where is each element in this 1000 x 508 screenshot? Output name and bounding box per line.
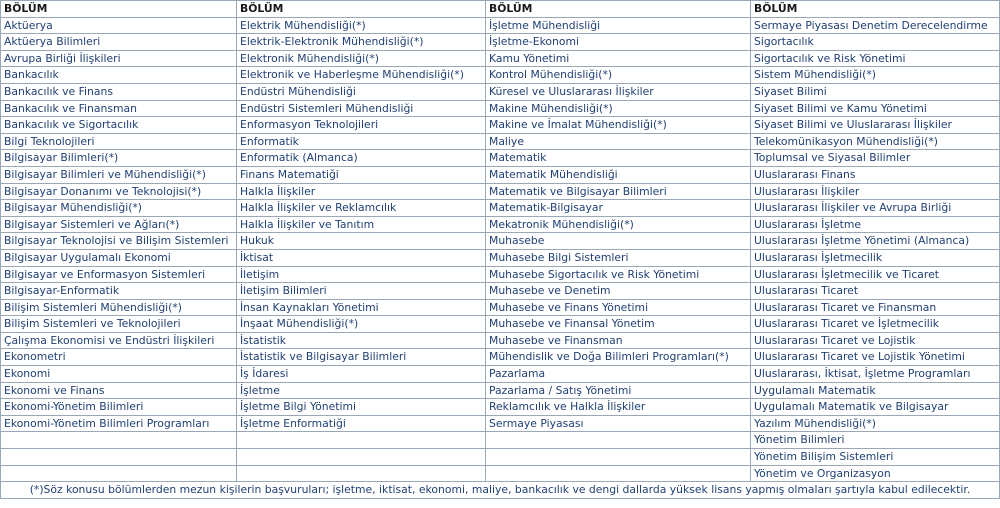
table-cell: Bankacılık ve Finansman xyxy=(1,100,237,117)
table-row xyxy=(1,415,1000,432)
table-cell: Maliye xyxy=(486,133,751,150)
table-cell: Pazarlama / Satış Yönetimi xyxy=(486,382,751,399)
table-cell: Halkla İlişkiler xyxy=(237,183,486,200)
table-body xyxy=(1,17,1000,482)
table-cell: Endüstri Sistemleri Mühendisliği xyxy=(237,100,486,117)
table-cell: Bilişim Sistemleri Mühendisliği(*) xyxy=(1,299,237,316)
table-row xyxy=(1,299,1000,316)
table-cell: İşletme-Ekonomi xyxy=(486,34,751,51)
table-row xyxy=(1,249,1000,266)
table-cell: Uluslararası İşletme xyxy=(751,216,1000,233)
table-cell: Bilgisayar-Enformatik xyxy=(1,283,237,300)
table-cell: Matematik xyxy=(486,150,751,167)
table-cell: Uluslararası İlişkiler xyxy=(751,183,1000,200)
table-row xyxy=(1,432,1000,449)
table-cell: Elektrik Mühendisliği(*) xyxy=(237,17,486,34)
table-row xyxy=(1,283,1000,300)
table-cell: İşletme xyxy=(237,382,486,399)
table-cell: Uluslararası Ticaret ve İşletmecilik xyxy=(751,316,1000,333)
table-cell: Muhasebe ve Finans Yönetimi xyxy=(486,299,751,316)
table-cell: Uluslararası Ticaret ve Lojistik xyxy=(751,332,1000,349)
table-cell: Sigortacılık ve Risk Yönetimi xyxy=(751,50,1000,67)
table-cell: Ekonomi xyxy=(1,366,237,383)
table-cell: Uluslararası Ticaret xyxy=(751,283,1000,300)
table-cell: Uluslararası İlişkiler ve Avrupa Birliği xyxy=(751,200,1000,217)
table-row xyxy=(1,117,1000,134)
table-cell: Kontrol Mühendisliği(*) xyxy=(486,67,751,84)
table-cell xyxy=(1,465,237,482)
table-row xyxy=(1,67,1000,84)
table-row xyxy=(1,332,1000,349)
table-cell: Sigortacılık xyxy=(751,34,1000,51)
table-cell: Yazılım Mühendisliği(*) xyxy=(751,415,1000,432)
table-cell: Reklamcılık ve Halkla İlişkiler xyxy=(486,399,751,416)
table-cell: Halkla İlişkiler ve Tanıtım xyxy=(237,216,486,233)
column-header-2: BÖLÜM xyxy=(237,1,486,18)
table-cell: Bilgisayar ve Enformasyon Sistemleri xyxy=(1,266,237,283)
table-cell: Siyaset Bilimi ve Uluslararası İlişkiler xyxy=(751,117,1000,134)
table-cell: Makine Mühendisliği(*) xyxy=(486,100,751,117)
table-cell: Mekatronik Mühendisliği(*) xyxy=(486,216,751,233)
table-cell: Muhasebe Sigortacılık ve Risk Yönetimi xyxy=(486,266,751,283)
table-cell: Uygulamalı Matematik xyxy=(751,382,1000,399)
table-cell: Enformasyon Teknolojileri xyxy=(237,117,486,134)
table-cell: Uluslararası, İktisat, İşletme Programları xyxy=(751,366,1000,383)
table-cell: Telekomünikasyon Mühendisliği(*) xyxy=(751,133,1000,150)
table-cell: Uluslararası İşletmecilik xyxy=(751,249,1000,266)
table-cell: İşletme Mühendisliği xyxy=(486,17,751,34)
table-cell: Muhasebe ve Denetim xyxy=(486,283,751,300)
table-cell: Bilgi Teknolojileri xyxy=(1,133,237,150)
table-cell: Ekonometri xyxy=(1,349,237,366)
table-cell: Uluslararası Ticaret ve Finansman xyxy=(751,299,1000,316)
table-cell: Bankacılık ve Sigortacılık xyxy=(1,117,237,134)
table-row xyxy=(1,382,1000,399)
table-cell: Aktüerya xyxy=(1,17,237,34)
table-row xyxy=(1,34,1000,51)
table-cell: İşletme Bilgi Yönetimi xyxy=(237,399,486,416)
table-cell xyxy=(237,465,486,482)
table-cell: Uluslararası Finans xyxy=(751,166,1000,183)
table-cell: Bilgisayar Teknolojisi ve Bilişim Sistemleri xyxy=(1,233,237,250)
table-cell xyxy=(1,432,237,449)
table-cell xyxy=(486,465,751,482)
table-cell: Matematik-Bilgisayar xyxy=(486,200,751,217)
table-cell: İstatistik ve Bilgisayar Bilimleri xyxy=(237,349,486,366)
table-cell: Bilgisayar Donanımı ve Teknolojisi(*) xyxy=(1,183,237,200)
table-cell: Matematik ve Bilgisayar Bilimleri xyxy=(486,183,751,200)
table-cell: Çalışma Ekonomisi ve Endüstri İlişkileri xyxy=(1,332,237,349)
table-row xyxy=(1,399,1000,416)
table-cell: Pazarlama xyxy=(486,366,751,383)
table-row xyxy=(1,150,1000,167)
table-cell: Endüstri Mühendisliği xyxy=(237,83,486,100)
table-cell: Bankacılık ve Finans xyxy=(1,83,237,100)
table-cell: Bankacılık xyxy=(1,67,237,84)
table-cell: Elektronik Mühendisliği(*) xyxy=(237,50,486,67)
table-row xyxy=(1,50,1000,67)
table-cell: Hukuk xyxy=(237,233,486,250)
table-cell xyxy=(486,432,751,449)
table-cell: Sistem Mühendisliği(*) xyxy=(751,67,1000,84)
table-cell: Bilişim Sistemleri ve Teknolojileri xyxy=(1,316,237,333)
table-cell: Finans Matematiği xyxy=(237,166,486,183)
table-cell: Matematik Mühendisliği xyxy=(486,166,751,183)
table-cell: Siyaset Bilimi ve Kamu Yönetimi xyxy=(751,100,1000,117)
table-cell: Muhasebe Bilgi Sistemleri xyxy=(486,249,751,266)
table-cell: Bilgisayar Sistemleri ve Ağları(*) xyxy=(1,216,237,233)
table-row xyxy=(1,166,1000,183)
table-cell: İstatistik xyxy=(237,332,486,349)
table-cell: Yönetim Bilimleri xyxy=(751,432,1000,449)
table-cell: Muhasebe ve Finansal Yönetim xyxy=(486,316,751,333)
table-row xyxy=(1,366,1000,383)
table-cell: Enformatik (Almanca) xyxy=(237,150,486,167)
table-row xyxy=(1,183,1000,200)
table-cell: Bilgisayar Bilimleri ve Mühendisliği(*) xyxy=(1,166,237,183)
table-cell: İş İdaresi xyxy=(237,366,486,383)
table-cell xyxy=(237,449,486,466)
table-cell xyxy=(486,449,751,466)
table-row xyxy=(1,316,1000,333)
table-cell: Ekonomi ve Finans xyxy=(1,382,237,399)
table-cell: İnsan Kaynakları Yönetimi xyxy=(237,299,486,316)
table-cell: Sermaye Piyasası xyxy=(486,415,751,432)
column-header-4: BÖLÜM xyxy=(751,1,1000,18)
table-row xyxy=(1,449,1000,466)
table-cell: İşletme Enformatiği xyxy=(237,415,486,432)
table-row xyxy=(1,216,1000,233)
column-header-3: BÖLÜM xyxy=(486,1,751,18)
table-row xyxy=(1,465,1000,482)
table-cell: İletişim xyxy=(237,266,486,283)
table-cell: Enformatik xyxy=(237,133,486,150)
header-row xyxy=(1,1,1000,18)
table-row xyxy=(1,83,1000,100)
table-cell: Küresel ve Uluslararası İlişkiler xyxy=(486,83,751,100)
table-cell: Siyaset Bilimi xyxy=(751,83,1000,100)
table-cell: Muhasebe xyxy=(486,233,751,250)
table-cell: Aktüerya Bilimleri xyxy=(1,34,237,51)
table-row xyxy=(1,100,1000,117)
table-cell: Uygulamalı Matematik ve Bilgisayar xyxy=(751,399,1000,416)
table-row xyxy=(1,233,1000,250)
table-cell: Bilgisayar Uygulamalı Ekonomi xyxy=(1,249,237,266)
footnote: (*)Söz konusu bölümlerden mezun kişilerin başvuruları; işletme, iktisat, ekonomi, maliye, bankacılık ve dengi dallarda yüksek lisans yapmış olmaları şartıyla kabul edilecektir. xyxy=(1,482,1000,499)
table-cell: Toplumsal ve Siyasal Bilimler xyxy=(751,150,1000,167)
table-cell: İktisat xyxy=(237,249,486,266)
table-cell: Uluslararası İşletme Yönetimi (Almanca) xyxy=(751,233,1000,250)
table-cell: Bilgisayar Mühendisliği(*) xyxy=(1,200,237,217)
table-cell: Halkla İlişkiler ve Reklamcılık xyxy=(237,200,486,217)
table-row xyxy=(1,266,1000,283)
table-row xyxy=(1,200,1000,217)
table-row xyxy=(1,349,1000,366)
table-cell: Bilgisayar Bilimleri(*) xyxy=(1,150,237,167)
table-cell: Yönetim Bilişim Sistemleri xyxy=(751,449,1000,466)
table-cell: Muhasebe ve Finansman xyxy=(486,332,751,349)
table-cell: Avrupa Birliği İlişkileri xyxy=(1,50,237,67)
table-cell: Sermaye Piyasası Denetim Derecelendirme xyxy=(751,17,1000,34)
table-cell: Ekonomi-Yönetim Bilimleri Programları xyxy=(1,415,237,432)
table-cell: İletişim Bilimleri xyxy=(237,283,486,300)
table-cell: Mühendislik ve Doğa Bilimleri Programları(*) xyxy=(486,349,751,366)
table-row xyxy=(1,133,1000,150)
table-cell xyxy=(1,449,237,466)
table-cell: Elektrik-Elektronik Mühendisliği(*) xyxy=(237,34,486,51)
footnote-row xyxy=(1,482,1000,499)
table-cell: Makine ve İmalat Mühendisliği(*) xyxy=(486,117,751,134)
table-cell: Uluslararası Ticaret ve Lojistik Yönetimi xyxy=(751,349,1000,366)
table-cell: Ekonomi-Yönetim Bilimleri xyxy=(1,399,237,416)
table-cell xyxy=(237,432,486,449)
table-row xyxy=(1,17,1000,34)
table-cell: İnşaat Mühendisliği(*) xyxy=(237,316,486,333)
table-cell: Yönetim ve Organizasyon xyxy=(751,465,1000,482)
table-cell: Uluslararası İşletmecilik ve Ticaret xyxy=(751,266,1000,283)
table-cell: Kamu Yönetimi xyxy=(486,50,751,67)
column-header-1: BÖLÜM xyxy=(1,1,237,18)
table-cell: Elektronik ve Haberleşme Mühendisliği(*) xyxy=(237,67,486,84)
